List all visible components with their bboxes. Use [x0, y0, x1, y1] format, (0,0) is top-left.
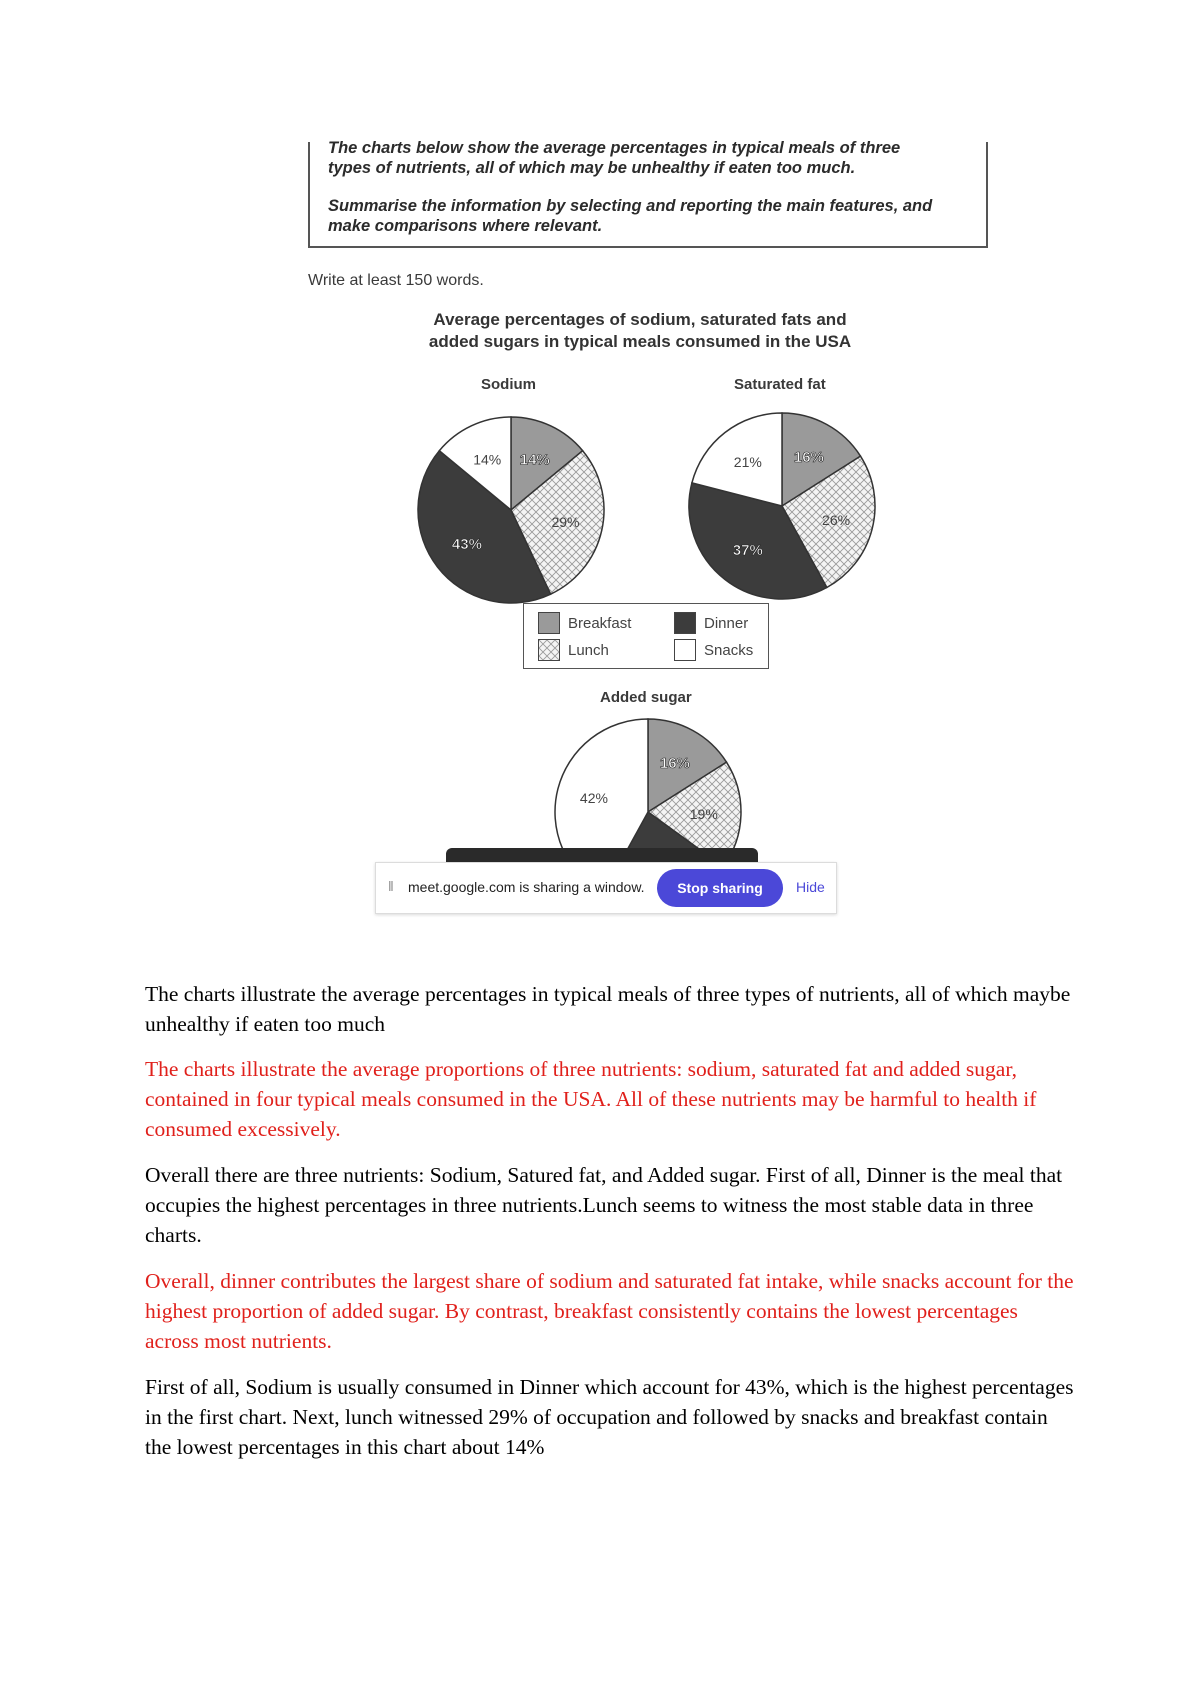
sharing-status-text: meet.google.com is sharing a window.: [408, 879, 645, 895]
pie-title-added-sugar: Added sugar: [600, 689, 692, 706]
pie-label-breakfast: 16%: [793, 449, 824, 467]
pie-label-lunch: 19%: [689, 805, 718, 822]
pie-label-lunch: 26%: [822, 511, 851, 528]
pie-label-dinner: 37%: [732, 542, 763, 560]
pie-label-snacks: 42%: [579, 790, 608, 807]
pie-label-breakfast: 14%: [519, 451, 550, 469]
legend-item-breakfast: [538, 612, 631, 634]
chart-legend: [523, 603, 769, 669]
pie-title-saturated-fat: Saturated fat: [734, 376, 826, 393]
legend-label-lunch: Lunch: [568, 641, 609, 659]
sodium-pie: [418, 417, 604, 603]
word-count-instruction: Write at least 150 words.: [308, 272, 484, 289]
essay-paragraph-2-revision: The charts illustrate the average proportions of three nutrients: sodium, saturated fat and added sugar, contained in four typical meals consumed in the USA. All of these nutrients may be harmful to health if consumed excessively.: [145, 1057, 1037, 1141]
task-line-1: The charts below show the average percentages in typical meals of three: [328, 139, 901, 157]
pie-label-snacks: 21%: [733, 453, 762, 470]
legend-swatch-breakfast: [538, 612, 560, 634]
legend-swatch-dinner: [674, 612, 696, 634]
task-line-3: Summarise the information by selecting and reporting the main features, and: [328, 197, 933, 215]
task-line-2: types of nutrients, all of which may be unhealthy if eaten too much.: [328, 159, 856, 177]
essay-paragraph-3: Overall there are three nutrients: Sodium, Satured fat, and Added sugar. First of all, Dinner is the meal that occupies the highest percentages in three nutrients.Lunch seems to witness the most stable data in three charts.: [145, 1163, 1063, 1247]
legend-item-lunch: [538, 639, 609, 661]
pie-label-breakfast: 16%: [659, 755, 690, 773]
pie-title-sodium: Sodium: [481, 376, 536, 393]
legend-label-snacks: Snacks: [704, 641, 754, 659]
drag-handle-icon[interactable]: ‖: [388, 878, 394, 894]
task-line-4: make comparisons where relevant.: [328, 217, 603, 235]
legend-label-dinner: Dinner: [704, 614, 749, 632]
pie-label-lunch: 29%: [551, 514, 580, 531]
legend-swatch-snacks: [674, 639, 696, 661]
legend-swatch-lunch: [538, 639, 560, 661]
hide-button[interactable]: Hide: [796, 879, 825, 895]
legend-label-breakfast: Breakfast: [568, 614, 632, 632]
legend-item-dinner: [674, 612, 748, 634]
essay-paragraph-1: The charts illustrate the average percentages in typical meals of three types of nutrients, all of which maybe unhealthy if eaten too much: [145, 982, 1071, 1036]
pie-label-snacks: 14%: [473, 451, 502, 468]
saturated-fat-pie: [689, 413, 875, 599]
screen-share-bar: [375, 862, 837, 914]
stop-sharing-button[interactable]: Stop sharing: [657, 869, 783, 907]
pie-label-dinner: 43%: [451, 536, 482, 554]
chart-title-line-1: Average percentages of sodium, saturated fats and: [433, 310, 847, 329]
essay-paragraph-5: First of all, Sodium is usually consumed in Dinner which account for 43%, which is the highest percentages in the first chart. Next, lunch witnessed 29% of occupation and followed by snacks and breakfast contain the lowest percentages in this chart about 14%: [145, 1375, 1074, 1459]
legend-item-snacks: [674, 639, 753, 661]
chart-title-line-2: added sugars in typical meals consumed in the USA: [428, 332, 852, 351]
essay-paragraph-4-revision: Overall, dinner contributes the largest share of sodium and saturated fat intake, while snacks account for the highest proportion of added sugar. By contrast, breakfast consistently contains the lowest percentages across most nutrients.: [145, 1269, 1074, 1353]
